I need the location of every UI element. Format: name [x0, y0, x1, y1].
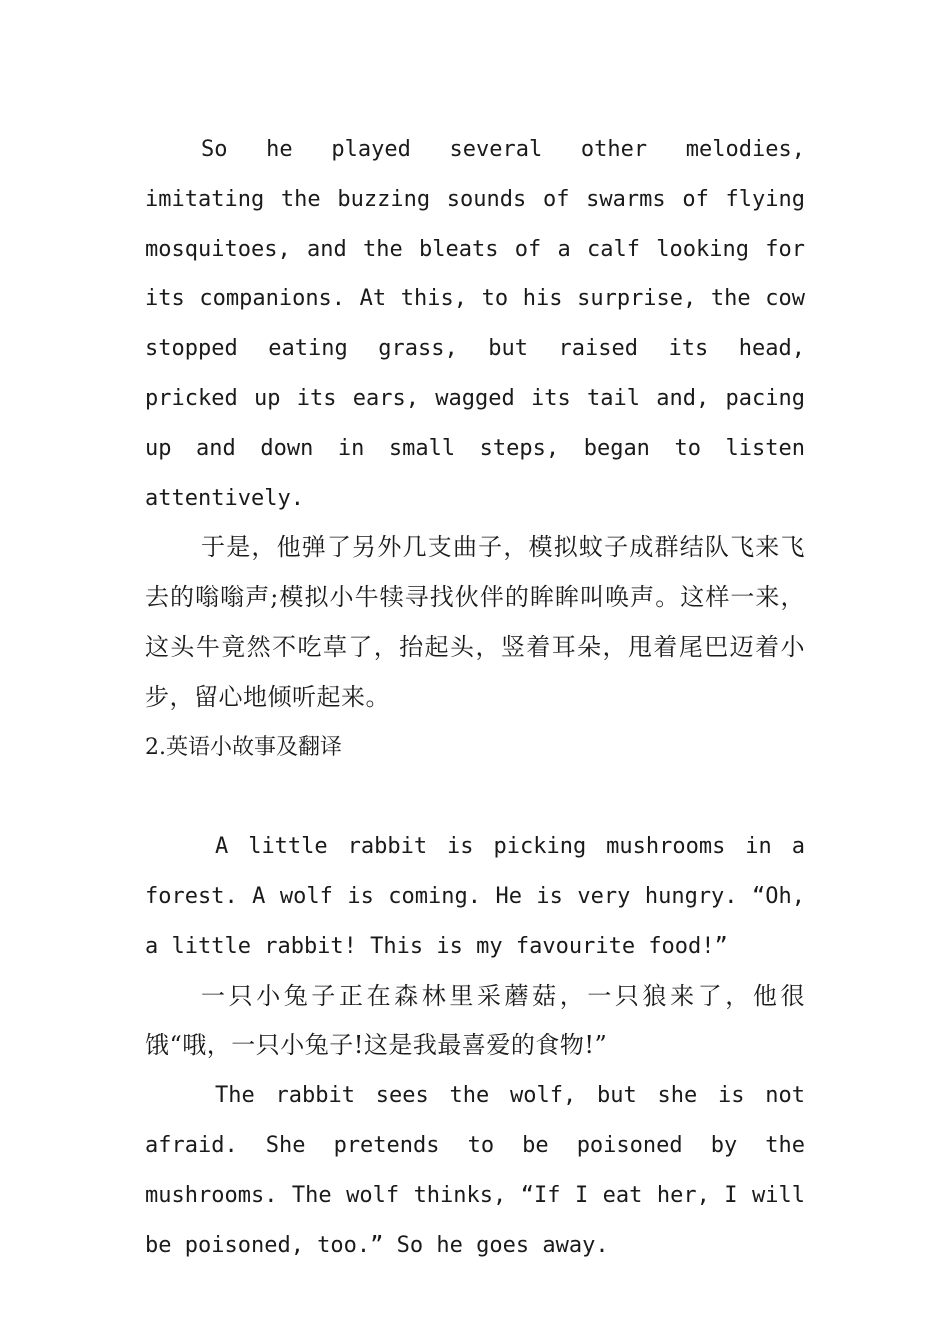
- blank-line: [145, 772, 805, 822]
- document-page: [145, 125, 805, 1270]
- section-heading: 2.英语小故事及翻译: [145, 734, 342, 760]
- story2-chinese-paragraph-1: 一只小兔子正在森林里采蘑菇，一只狼来了，他很饿“哦，一只小兔子!这是我最喜爱的食物!”: [145, 981, 805, 1060]
- story1-english-paragraph: So he played several other melodies, imitating the buzzing sounds of swarms of flying mosquitoes, and the bleats of a calf looking for its companions. At this, to his surprise, the cow stopped eating grass, but raised its head, pricked up its ears, wagged its tail and, pacing up and down in small steps, began to listen attentively.: [145, 137, 805, 511]
- story2-english-paragraph-2: The rabbit sees the wolf, but she is not afraid. She pretends to be poisoned by the mushrooms. The wolf thinks, “If I eat her, I will be poisoned, too.” So he goes away.: [145, 1083, 805, 1258]
- story2-english-paragraph-1: A little rabbit is picking mushrooms in a forest. A wolf is coming. He is very hungry. “Oh, a little rabbit! This is my favourite food!”: [145, 834, 805, 959]
- story1-chinese-paragraph: 于是，他弹了另外几支曲子，模拟蚊子成群结队飞来飞去的嗡嗡声;模拟小牛犊寻找伙伴的眸眸叫唤声。这样一来，这头牛竟然不吃草了，抬起头，竖着耳朵，甩着尾巴迈着小步，留心地倾听起来。: [145, 533, 805, 711]
